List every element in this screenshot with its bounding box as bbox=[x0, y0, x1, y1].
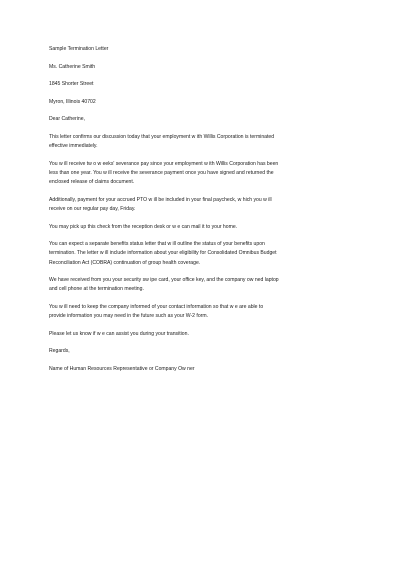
termination-letter bbox=[49, 45, 349, 383]
paragraph-2 bbox=[49, 160, 349, 188]
paragraph-line: less than one year. You w ill receive the severance payment once you have signed and returned the bbox=[49, 169, 274, 176]
paragraph-line: Reconciliation Act (COBRA) continuation of group health coverage. bbox=[49, 259, 201, 266]
closing: Regards, bbox=[49, 348, 70, 355]
paragraph-line: You may pick up this check from the reception desk or w e can mail it to your home. bbox=[49, 223, 238, 230]
paragraph-line: We have received from you your security sw ipe card, your office key, and the company ow ned laptop bbox=[49, 277, 279, 284]
paragraph-4 bbox=[49, 223, 349, 232]
address-street: 1845 Shorter Street bbox=[49, 81, 94, 88]
paragraph-line: termination. The letter w ill include information about your eligibility for Consolidated Omnibus Budget bbox=[49, 250, 277, 257]
paragraph-6 bbox=[49, 276, 349, 294]
paragraph-5 bbox=[49, 240, 349, 268]
letter-title: Sample Termination Letter bbox=[49, 46, 109, 52]
paragraph-line: effective immediately. bbox=[49, 143, 98, 150]
paragraph-line: Please let us know if w e can assist you during your transition. bbox=[49, 330, 189, 337]
paragraph-line: You w ill receive tw o w eeks' severance pay since your employment w ith Willis Corporation has been bbox=[49, 160, 279, 167]
paragraph-7 bbox=[49, 303, 349, 321]
signature: Name of Human Resources Representative or Company Ow ner bbox=[49, 365, 195, 372]
paragraph-line: You w ill need to keep the company informed of your contact information so that w e are able to bbox=[49, 303, 264, 310]
paragraph-line: enclosed release of claims document. bbox=[49, 179, 135, 186]
salutation: Dear Catherine, bbox=[49, 116, 85, 123]
address-city: Myron, Illinois 40702 bbox=[49, 98, 96, 105]
paragraph-3 bbox=[49, 196, 349, 214]
paragraph-line: receive on our regular pay day, Friday. bbox=[49, 205, 136, 212]
paragraph-line: This letter confirms our discussion today that your employment w ith Willis Corporation is terminated bbox=[49, 133, 275, 140]
paragraph-line: and cell phone at the termination meeting. bbox=[49, 286, 144, 293]
recipient-name: Ms. Catherine Smith bbox=[49, 63, 96, 70]
paragraph-1 bbox=[49, 133, 349, 151]
paragraph-line: Additionally, payment for your accrued PTO w ill be included in your final paycheck, w hich you w ill bbox=[49, 196, 272, 203]
paragraph-line: provide information you may need in the future such as your W-2 form. bbox=[49, 313, 209, 320]
paragraph-8 bbox=[49, 330, 349, 339]
paragraph-line: You can expect a separate benefits status letter that w ill outline the status of your benefits upon bbox=[49, 241, 265, 248]
